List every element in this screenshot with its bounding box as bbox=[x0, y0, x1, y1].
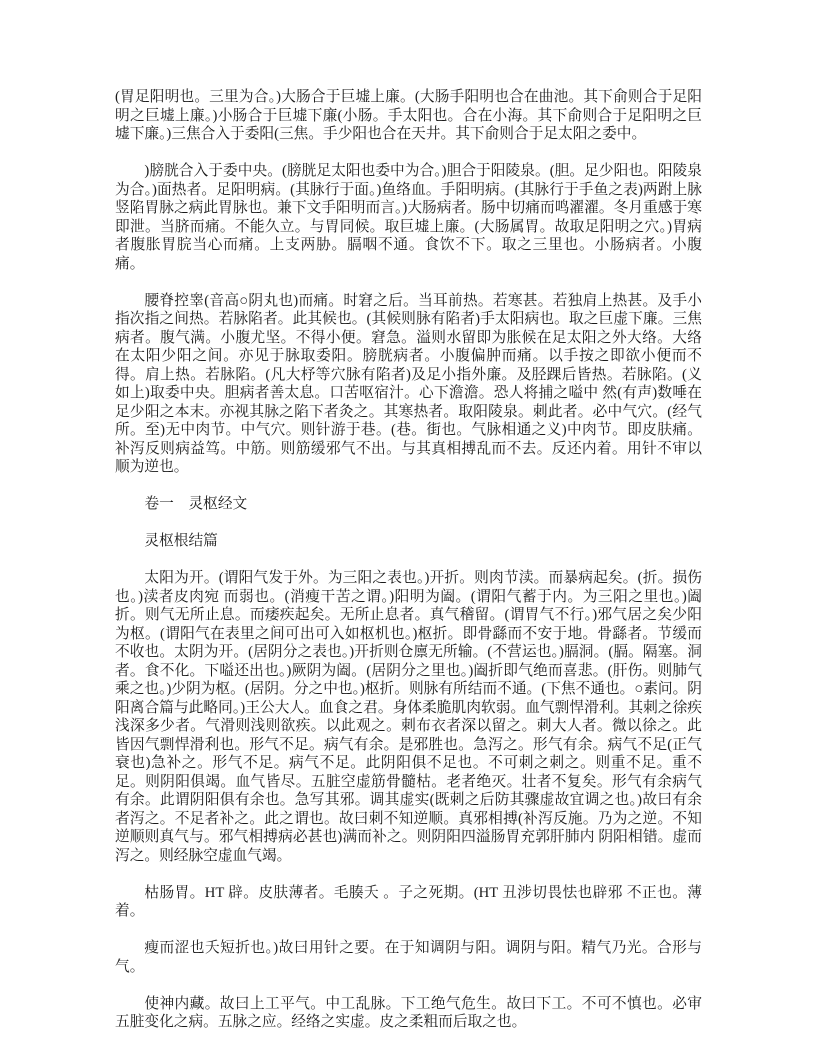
paragraph: 瘦而涩也夭短折也。)故曰用针之要。在于知调阴与阳。调阴与阳。精气乃光。合形与气。 bbox=[115, 940, 702, 975]
document-body bbox=[115, 88, 702, 1032]
paragraph: 使神内藏。故曰上工平气。中工乱脉。下工绝气危生。故曰下工。不可不慎也。必审五脏变化之病。五脉之应。经络之实虚。皮之柔粗而后取之也。 bbox=[115, 995, 702, 1030]
paragraph: 太阳为开。(谓阳气发于外。为三阳之表也。)开折。则肉节渎。而暴病起矣。(折。损伤也。)渎者皮肉宛 而弱也。(消瘦干苦之谓。)阳明为阖。(谓阳气蓄于内。为三阳之里也。)阖折。则气无所止息。而痿疾起矣。无所止息者。真气稽留。(谓胃气不行。)邪气居之矣少阳为枢。(谓阳气在表里之间可出可入如枢机也。)枢折。即骨繇而不安于地。骨繇者。节缓而不收也。太阴为开。(居阴分之表也。)开折则仓廪无所输。(不营运也。)膈洞。(膈。隔塞。洞者。食不化。下嗌还出也。)厥阴为阖。(居阴分之里也。)阖折即气绝而喜悲。(肝伤。则肺气乘之也。)少阴为枢。(居阴。分之中也。)枢折。则脉有所结而不通。(下焦不通也。○素问。阴阳离合篇与此略同。)王公大人。血食之君。身体柔脆肌肉软弱。血气剽悍滑利。其刺之徐疾浅深多少者。气滑则浅则欲疾。以此观之。刺布衣者深以留之。刺大人者。微以徐之。此皆因气剽悍滑利也。形气不足。病气有余。是邪胜也。急泻之。形气有余。病气不足(正气衰也)急补之。形气不足。病气不足。此阴阳俱不足也。不可刺之刺之。则重不足。重不足。则阴阳俱竭。血气皆尽。五脏空虚筋骨髓枯。老者绝灭。壮者不复矣。形气有余病气有余。此谓阴阳俱有余也。急写其邪。调其虚实(既刺之后防其骤虚故宜调之也。)故曰有余者泻之。不足者补之。此之谓也。故曰刺不知逆顺。真邪相搏(补泻反施。乃为之逆。不知逆顺则真气与。邪气相搏病必甚也)满而补之。则阴阳四溢肠胃充郭肝肺内 阴阳相错。虚而泻之。则经脉空虚血气竭。 bbox=[115, 570, 702, 864]
paragraph: )膀胱合入于委中央。(膀胱足太阳也委中为合。)胆合于阳陵泉。(胆。足少阳也。阳陵泉为合。)面热者。足阳明病。(其脉行于面。)鱼络血。手阳明病。(其脉行于手鱼之表)两跗上脉竖陷胃脉之病此胃脉也。兼下文手阳明而言。)大肠病者。肠中切痛而鸣濯濯。冬月重感于寒即泄。当脐而痛。不能久立。与胃同候。取巨墟上廉。(大肠属胃。故取足阳明之穴。)胃病者腹胀胃脘当心而痛。上支两胁。膈咽不通。食饮不下。取之三里也。小肠病者。小腹痛。 bbox=[115, 163, 702, 272]
section-heading: 灵枢根结篇 bbox=[144, 533, 218, 549]
paragraph: 枯肠胃。HT 辟。皮肤薄者。毛腠夭 。子之死期。(HT 丑涉切畏怯也辟邪 不正也。薄着。 bbox=[115, 884, 702, 919]
chapter-heading: 卷一 灵枢经文 bbox=[144, 496, 248, 512]
paragraph: 腰脊控睾(音高○阴丸也)而痛。时窘之后。当耳前热。若寒甚。若独肩上热甚。及手小指次指之间热。若脉陷者。此其候也。(其候则脉有陷者)手太阳病也。取之巨虚下廉。三焦病者。腹气满。小腹尤坚。不得小便。窘急。溢则水留即为胀候在足太阳之外大络。大络在太阳少阳之间。亦见于脉取委阳。膀胱病者。小腹偏肿而痛。以手按之即欲小便而不得。肩上热。若脉陷。(凡大杼等穴脉有陷者)及足小指外廉。及胫踝后皆热。若脉陷。(义如上)取委中央。胆病者善太息。口苦呕宿汁。心下澹澹。恐人将捕之嗌中 然(有声)数唾在足少阳之本末。亦视其脉之陷下者灸之。其寒热者。取阳陵泉。刺此者。必中气穴。(经气所。至)无中肉节。中气穴。则针游于巷。(巷。街也。气脉相通之义)中肉节。即皮肤痛。补泻反则病益笃。中筋。则筋缓邪气不出。与其真相搏乱而不去。反还内着。用针不审以顺为逆也。 bbox=[115, 292, 702, 475]
paragraph: (胃足阳明也。三里为合。)大肠合于巨墟上廉。(大肠手阳明也合在曲池。其下俞则合于足阳明之巨墟上廉。)小肠合于巨墟下廉(小肠。手太阳也。合在小海。其下俞则合于足阳明之巨墟下廉。)三焦合入于委阳(三焦。手少阳也合在天井。其下俞则合于足太阳之委中。 bbox=[115, 89, 702, 142]
